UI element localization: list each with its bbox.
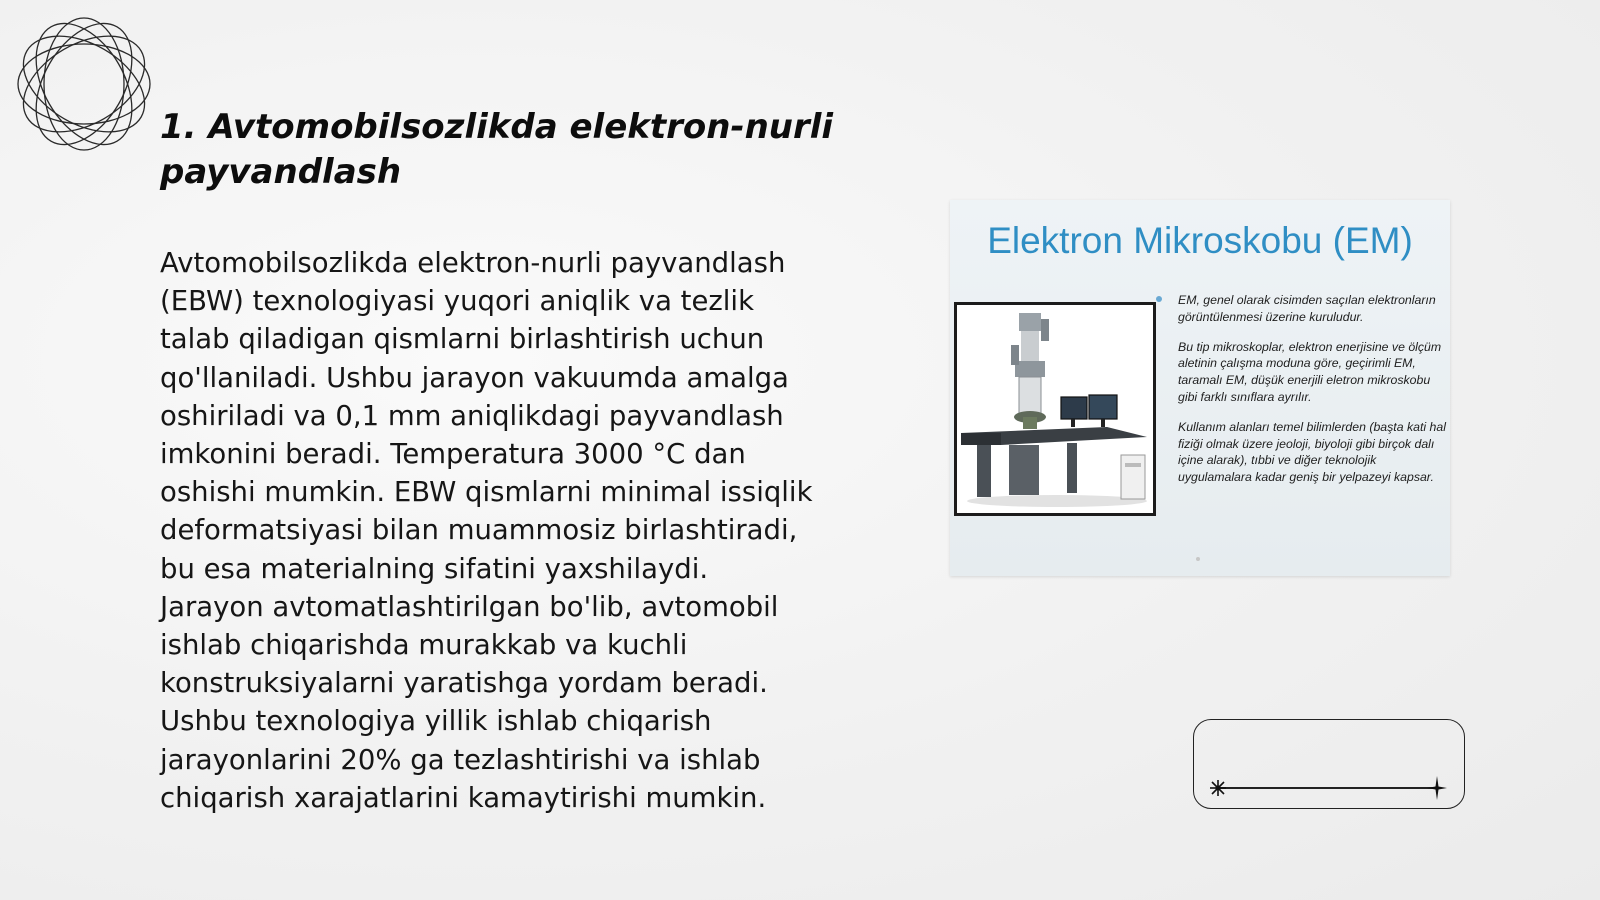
em-paragraph-3: Kullanım alanları temel bilimlerden (başta kati hal fiziği olmak üzere jeoloji, biyoloji gibi birçok dalı içine alarak), tıbbi ve diğer teknolojik uygulamalara kadar geniş bir yelpazeyi kapsar.: [1178, 419, 1446, 485]
em-paragraph-1: EM, genel olarak cisimden saçılan elektronların görüntülenmesi üzerine kuruludur.: [1178, 293, 1436, 324]
sparkle-icon: [1208, 778, 1228, 798]
slide-body-text: Avtomobilsozlikda elektron-nurli payvandlash (EBW) texnologiyasi yuqori aniqlik va tezlik talab qiladigan qismlarni birlashtirish uchun qo'llaniladi. Ushbu jarayon vakuumda amalga oshiriladi va 0,1 mm aniqlikdagi payvandlash imkonini beradi. Temperatura 3000 °C dan oshishi mumkin. EBW qismlarni minimal issiqlik deformatsiyasi bilan muammosiz birlashtiradi, bu esa materialning sifatini yaxshilaydi. Jarayon avtomatlashtirilgan bo'lib, avtomobil ishlab chiqarishda murakkab va kuchli konstruksiyalarni yaratishga yordam beradi. Ushbu texnologiya yillik ishlab chiqarish jarayonlarini 20% ga tezlashtirishi va ishlab chiqarish xarajatlarini kamaytirishi mumkin.: [160, 247, 813, 814]
em-info-image: [950, 200, 1450, 576]
electron-microscope-illustration: [957, 305, 1153, 513]
slide-title: 1. Avtomobilsozlikda elektron-nurli payvandlash: [160, 107, 834, 192]
slider-track-line: [1216, 787, 1439, 789]
interlocking-circles-icon: [8, 8, 160, 160]
em-bullet-marker: [1156, 296, 1162, 302]
decorative-slider-frame: [1193, 719, 1465, 809]
em-panel-title: Elektron Mikroskobu (EM): [987, 220, 1413, 261]
em-paragraph-2: Bu tip mikroskoplar, elektron enerjisine ve ölçüm aletinin çalışma moduna göre, geçirimli EM, taramalı EM, düşük enerjili eletron mikroskobu gibi farklı sınıflara ayrılır.: [1178, 339, 1442, 404]
electron-microscope-photo: [954, 302, 1156, 516]
em-small-dot: [1196, 557, 1200, 561]
four-point-star-icon: [1427, 776, 1447, 800]
em-description: [1178, 292, 1450, 499]
